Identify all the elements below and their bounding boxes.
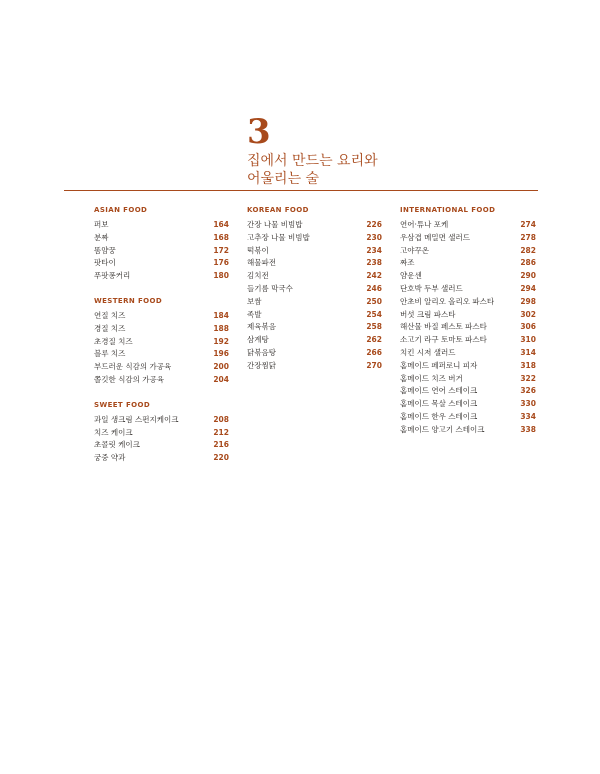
toc-entry[interactable] bbox=[247, 219, 382, 232]
chapter-number: 3 bbox=[247, 112, 271, 152]
entry-page-number: 220 bbox=[213, 453, 229, 463]
entry-page-number: 318 bbox=[520, 360, 536, 370]
entry-page-number: 290 bbox=[520, 271, 536, 281]
toc-entry[interactable] bbox=[400, 398, 536, 411]
entry-title: 치즈 케이크 bbox=[94, 427, 133, 437]
toc-entry[interactable] bbox=[247, 296, 382, 309]
entry-page-number: 172 bbox=[213, 245, 229, 255]
entry-page-number: 200 bbox=[213, 362, 229, 372]
entry-title: 버섯 크림 파스타 bbox=[400, 309, 456, 319]
section-heading: WESTERN FOOD bbox=[94, 296, 163, 305]
toc-section bbox=[247, 206, 382, 373]
toc-entry[interactable] bbox=[400, 245, 536, 258]
entry-page-number: 254 bbox=[366, 309, 382, 319]
toc-column-1 bbox=[94, 206, 229, 479]
toc-section bbox=[94, 206, 229, 283]
entry-title: 김치전 bbox=[247, 271, 269, 281]
toc-entry[interactable] bbox=[94, 427, 229, 440]
toc-entry[interactable] bbox=[94, 310, 229, 323]
entry-title: 홈메이드 치즈 버거 bbox=[400, 373, 463, 383]
toc-entry[interactable] bbox=[94, 348, 229, 361]
toc-entry[interactable] bbox=[94, 245, 229, 258]
toc-entry[interactable] bbox=[247, 270, 382, 283]
entry-title: 짜조 bbox=[400, 258, 415, 268]
entry-title: 부드러운 식감의 가공육 bbox=[94, 362, 172, 372]
section-heading: INTERNATIONAL FOOD bbox=[400, 206, 496, 214]
toc-entry[interactable] bbox=[94, 219, 229, 232]
toc-entry[interactable] bbox=[247, 257, 382, 270]
entry-title: 궁중 약과 bbox=[94, 453, 126, 463]
entry-title: 팟타이 bbox=[94, 258, 116, 268]
toc-entry[interactable] bbox=[94, 257, 229, 270]
toc-entry[interactable] bbox=[247, 347, 382, 360]
entry-title: 얌운센 bbox=[400, 271, 422, 281]
entry-page-number: 168 bbox=[213, 232, 229, 242]
entry-page-number: 250 bbox=[366, 296, 382, 306]
toc-entry[interactable] bbox=[400, 347, 536, 360]
toc-entry[interactable] bbox=[400, 232, 536, 245]
entry-page-number: 208 bbox=[213, 414, 229, 424]
toc-entry[interactable] bbox=[400, 321, 536, 334]
entry-title: 연질 치즈 bbox=[94, 310, 126, 320]
toc-entry[interactable] bbox=[400, 270, 536, 283]
section-heading: KOREAN FOOD bbox=[247, 206, 309, 214]
entry-title: 홈메이드 한우 스테이크 bbox=[400, 411, 478, 421]
toc-entry[interactable] bbox=[94, 439, 229, 452]
toc-entry[interactable] bbox=[400, 360, 536, 373]
section-heading: ASIAN FOOD bbox=[94, 206, 148, 214]
toc-entry[interactable] bbox=[400, 424, 536, 437]
entry-title: 과일 생크림 스펀지케이크 bbox=[94, 414, 179, 424]
entry-page-number: 230 bbox=[366, 232, 382, 242]
toc-entry[interactable] bbox=[94, 270, 229, 283]
toc-entry[interactable] bbox=[400, 309, 536, 322]
entry-title: 간장 나물 비빔밥 bbox=[247, 220, 303, 229]
entry-title: 단호박 두부 샐러드 bbox=[400, 283, 463, 293]
entry-title: 해물파전 bbox=[247, 258, 276, 268]
entry-title: 고야꾸온 bbox=[400, 245, 429, 255]
entry-title: 제육볶음 bbox=[247, 322, 276, 332]
toc-entry[interactable] bbox=[247, 245, 382, 258]
toc-entry[interactable] bbox=[400, 219, 536, 232]
toc-entry[interactable] bbox=[247, 283, 382, 296]
entry-page-number: 266 bbox=[366, 347, 382, 357]
toc-entry[interactable] bbox=[400, 411, 536, 424]
toc-entry[interactable] bbox=[94, 374, 229, 387]
entry-page-number: 298 bbox=[520, 296, 536, 306]
entry-page-number: 246 bbox=[366, 283, 382, 293]
entry-page-number: 212 bbox=[213, 427, 229, 437]
entry-page-number: 302 bbox=[520, 309, 536, 319]
toc-entry[interactable] bbox=[94, 232, 229, 245]
entry-title: 퍼보 bbox=[94, 220, 109, 229]
toc-entry[interactable] bbox=[247, 334, 382, 347]
entry-title: 푸팟퐁커리 bbox=[94, 271, 131, 281]
entry-page-number: 306 bbox=[520, 322, 536, 332]
entry-page-number: 258 bbox=[366, 322, 382, 332]
toc-section bbox=[400, 206, 536, 437]
toc-entry[interactable] bbox=[94, 414, 229, 427]
entry-page-number: 216 bbox=[213, 440, 229, 450]
entry-page-number: 176 bbox=[213, 258, 229, 268]
entry-page-number: 278 bbox=[520, 232, 536, 242]
divider-rule bbox=[64, 190, 538, 191]
entry-page-number: 294 bbox=[520, 283, 536, 293]
entry-title: 초콜릿 케이크 bbox=[94, 440, 140, 450]
entry-page-number: 326 bbox=[520, 386, 536, 396]
section-heading: SWEET FOOD bbox=[94, 400, 151, 409]
entry-page-number: 184 bbox=[213, 310, 229, 320]
entry-page-number: 282 bbox=[520, 245, 536, 255]
toc-column-3 bbox=[400, 206, 536, 451]
toc-entry[interactable] bbox=[400, 373, 536, 386]
toc-section bbox=[94, 401, 229, 465]
entry-title: 고추장 나물 비빔밥 bbox=[247, 232, 310, 242]
toc-column-2 bbox=[247, 206, 382, 387]
entry-title: 삼계탕 bbox=[247, 335, 269, 345]
entry-title: 홈메이드 연어 스테이크 bbox=[400, 386, 478, 396]
toc-entry[interactable] bbox=[247, 309, 382, 322]
entry-page-number: 334 bbox=[520, 411, 536, 421]
entry-title: 분짜 bbox=[94, 232, 109, 242]
entry-title: 간장찜닭 bbox=[247, 360, 276, 370]
entry-page-number: 262 bbox=[366, 335, 382, 345]
chapter-title-line-1: 집에서 만드는 요리와 bbox=[247, 153, 378, 169]
entry-page-number: 330 bbox=[520, 399, 536, 409]
entry-title: 소고기 라구 토마토 파스타 bbox=[400, 335, 487, 345]
entry-title: 족발 bbox=[247, 309, 262, 319]
entry-page-number: 270 bbox=[366, 360, 382, 370]
entry-title: 닭볶음탕 bbox=[247, 347, 276, 357]
entry-title: 치킨 시저 샐러드 bbox=[400, 347, 456, 357]
entry-page-number: 192 bbox=[213, 336, 229, 346]
toc-entry[interactable] bbox=[400, 296, 536, 309]
entry-title: 연어·튜나 포케 bbox=[400, 220, 449, 229]
toc-entry[interactable] bbox=[400, 257, 536, 270]
toc-entry[interactable] bbox=[247, 232, 382, 245]
entry-page-number: 188 bbox=[213, 323, 229, 333]
entry-page-number: 274 bbox=[520, 220, 536, 229]
entry-page-number: 238 bbox=[366, 258, 382, 268]
entry-page-number: 310 bbox=[520, 335, 536, 345]
toc-entry[interactable] bbox=[94, 361, 229, 374]
entry-page-number: 196 bbox=[213, 349, 229, 359]
entry-title: 블루 치즈 bbox=[94, 349, 126, 359]
entry-page-number: 234 bbox=[366, 245, 382, 255]
entry-title: 똠얌꿍 bbox=[94, 245, 116, 255]
entry-page-number: 322 bbox=[520, 373, 536, 383]
entry-page-number: 180 bbox=[213, 271, 229, 281]
entry-page-number: 204 bbox=[213, 374, 229, 384]
entry-title: 초경질 치즈 bbox=[94, 336, 133, 346]
toc-entry[interactable] bbox=[247, 360, 382, 373]
toc-entry[interactable] bbox=[94, 323, 229, 336]
entry-title: 안초비 알리오 올리오 파스타 bbox=[400, 296, 495, 306]
entry-page-number: 226 bbox=[366, 220, 382, 229]
toc-section bbox=[94, 297, 229, 387]
entry-title: 홈메이드 페퍼로니 피자 bbox=[400, 360, 478, 370]
toc-entry[interactable] bbox=[94, 452, 229, 465]
toc-entry[interactable] bbox=[400, 334, 536, 347]
entry-title: 들기름 막국수 bbox=[247, 283, 293, 293]
chapter-title bbox=[247, 152, 527, 188]
toc-entry[interactable] bbox=[400, 385, 536, 398]
entry-page-number: 314 bbox=[520, 347, 536, 357]
toc-entry[interactable] bbox=[400, 283, 536, 296]
entry-title: 떡볶이 bbox=[247, 245, 269, 255]
entry-title: 홈메이드 양고기 스테이크 bbox=[400, 424, 485, 434]
entry-title: 쫄깃한 식감의 가공육 bbox=[94, 374, 164, 384]
entry-page-number: 164 bbox=[213, 220, 229, 229]
toc-entry[interactable] bbox=[94, 336, 229, 349]
entry-title: 경질 치즈 bbox=[94, 323, 126, 333]
entry-title: 홈메이드 목살 스테이크 bbox=[400, 399, 478, 409]
chapter-title-line-2: 어울리는 술 bbox=[247, 171, 320, 187]
entry-page-number: 338 bbox=[520, 424, 536, 434]
toc-entry[interactable] bbox=[247, 321, 382, 334]
entry-page-number: 242 bbox=[366, 271, 382, 281]
entry-title: 우삼겹 메밀면 샐러드 bbox=[400, 232, 470, 242]
entry-title: 해산물 바질 페스토 파스타 bbox=[400, 322, 487, 332]
entry-page-number: 286 bbox=[520, 258, 536, 268]
entry-title: 보쌈 bbox=[247, 296, 262, 306]
